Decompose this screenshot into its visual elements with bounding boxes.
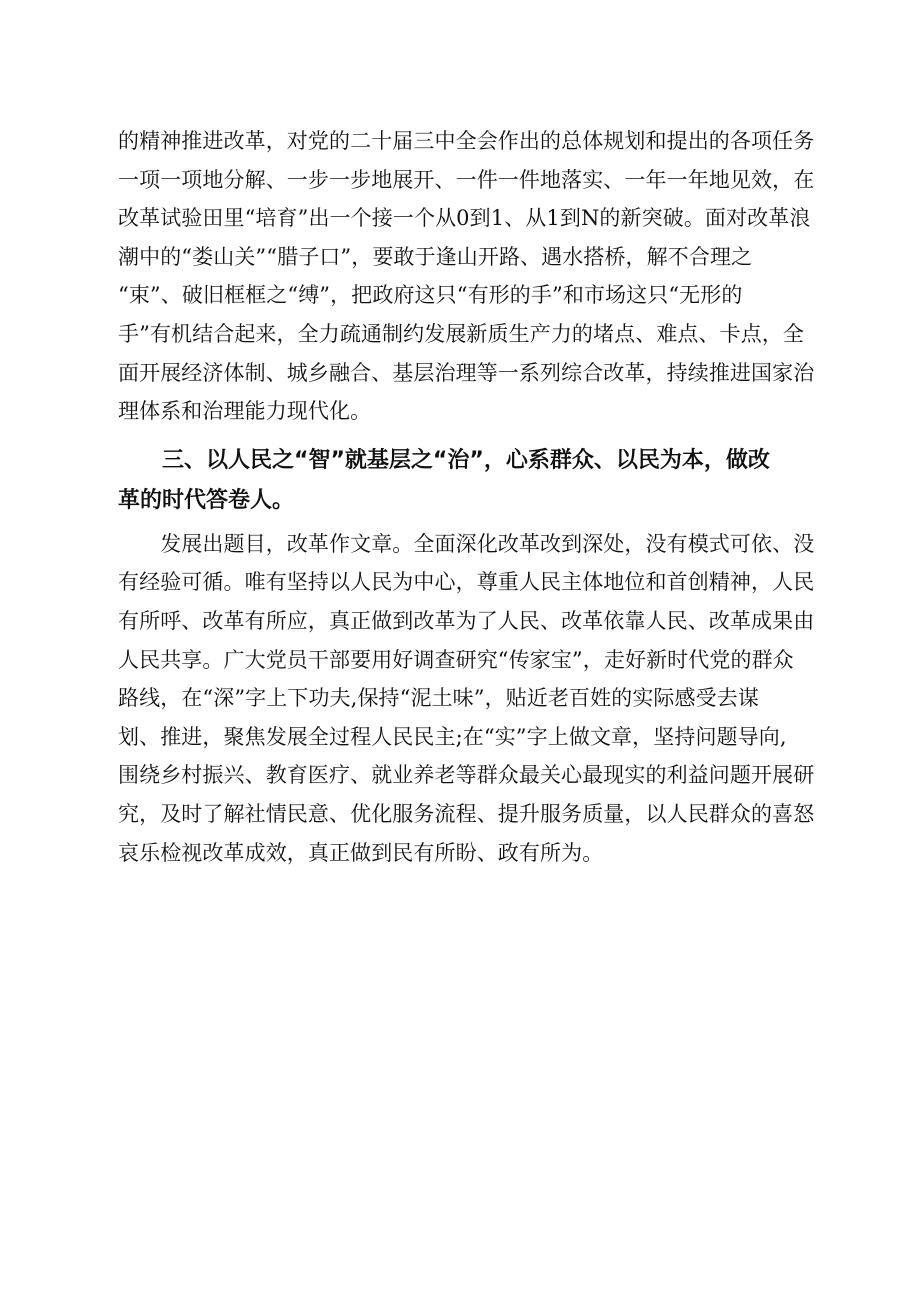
paragraph-line: 一项一项地分解、一步一步地展开、一件一件地落实、一年一年地见效，在: [118, 167, 815, 192]
paragraph-line: 手”有机结合起来，全力疏通制约发展新质生产力的堵点、难点、卡点，全: [118, 321, 805, 346]
section-heading: [118, 441, 830, 521]
paragraph-line: 有经验可循。唯有坚持以人民为中心，尊重人民主体地位和首创精神，人民: [118, 570, 815, 595]
paragraph-line: “束”、破旧框框之“缚”，把政府这只“有形的手”和市场这只“无形的: [118, 283, 743, 308]
paragraph-line: 潮中的“娄山关”“腊子口”，要敢于逢山开路、遇水搭桥，解不合理之: [118, 244, 753, 269]
paragraph-line: 理体系和治理能力现代化。: [118, 399, 372, 424]
heading-line: 三、以人民之“智”就基层之“治”，心系群众、以民为本，做改: [118, 447, 770, 473]
paragraph-line: 哀乐检视改革成效，真正做到民有所盼、政有所为。: [118, 840, 604, 865]
paragraph-line: 有所呼、改革有所应，真正做到改革为了人民、改革依靠人民、改革成果由: [118, 608, 815, 633]
paragraph-section3: [118, 525, 830, 872]
document-body: [118, 122, 830, 872]
paragraph-line: 改革试验田里“培育”出一个接一个从0到1、从1到N的新突破。面对改革浪: [118, 206, 811, 231]
heading-line: 革的时代答卷人。: [118, 487, 295, 513]
paragraph-line: 围绕乡村振兴、教育医疗、就业养老等群众最关心最现实的利益问题开展研: [118, 763, 815, 788]
paragraph-line: 划、推进，聚焦发展全过程人民民主;在“实”字上做文章，坚持问题导向,: [118, 724, 787, 749]
paragraph-line: 发展出题目，改革作文章。全面深化改革改到深处，没有模式可依、没: [118, 531, 815, 556]
paragraph-line: 人民共享。广大党员干部要用好调查研究“传家宝”，走好新时代党的群众: [118, 647, 794, 672]
paragraph-line: 面开展经济体制、城乡融合、基层治理等一系列综合改革，持续推进国家治: [118, 360, 815, 385]
paragraph-line: 的精神推进改革，对党的二十届三中全会作出的总体规划和提出的各项任务: [118, 129, 815, 153]
paragraph-line: 究，及时了解社情民意、优化服务流程、提升服务质量，以人民群众的喜怒: [118, 801, 815, 826]
paragraph-continued: [118, 122, 830, 431]
paragraph-line: 路线，在“深”字上下功夫,保持“泥土味”，贴近老百姓的实际感受去谋: [118, 686, 759, 711]
